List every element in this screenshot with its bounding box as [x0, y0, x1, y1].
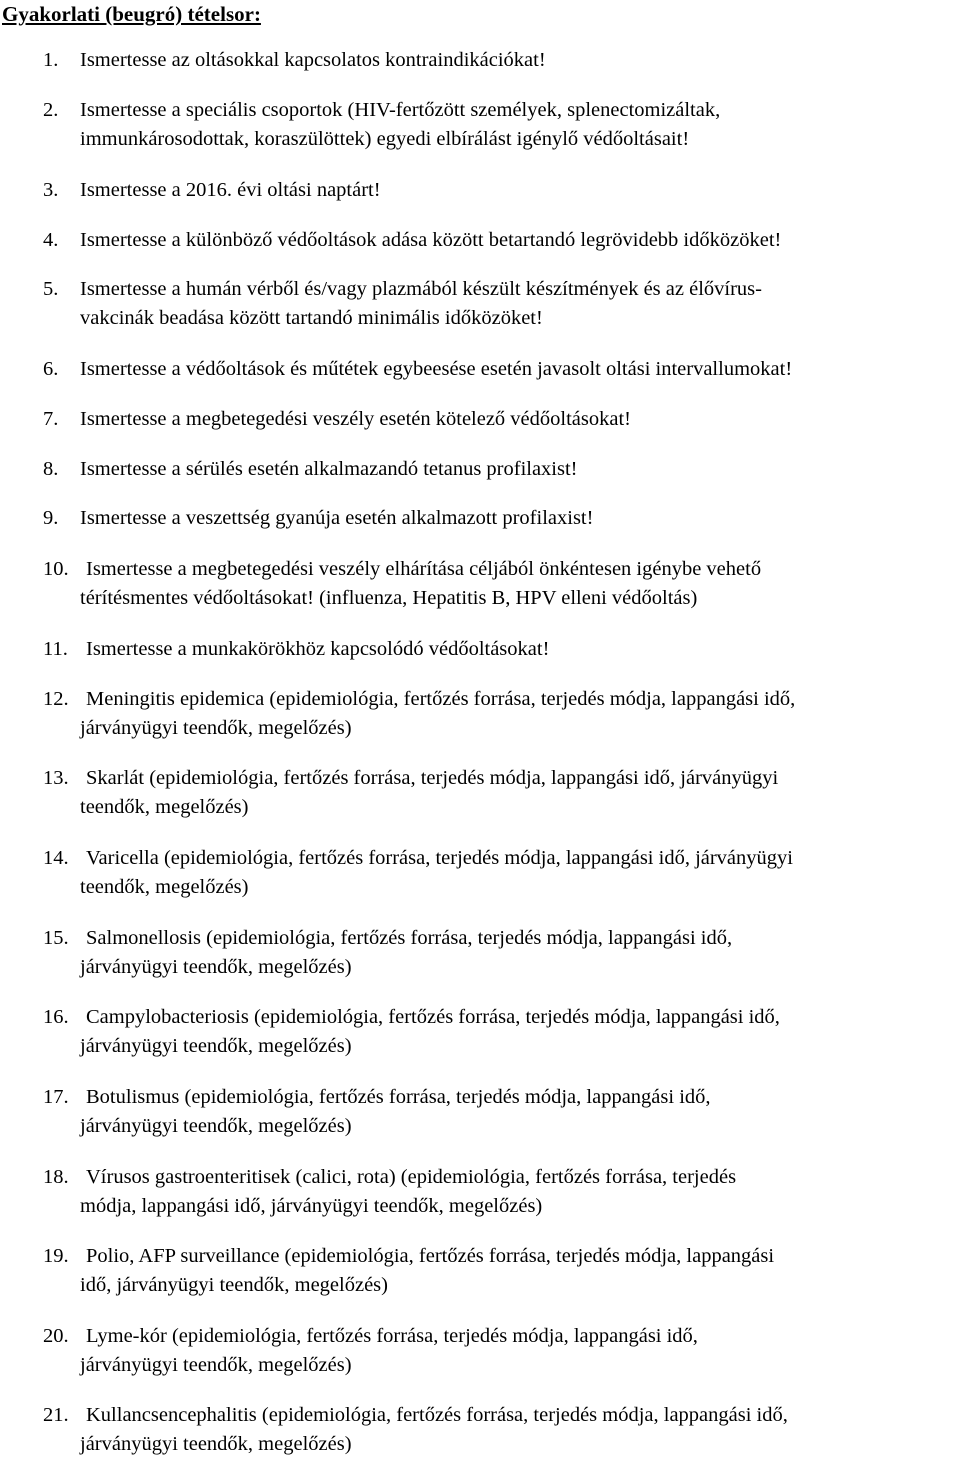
- item-text: Meningitis epidemica (epidemiológia, fertőzés forrása, terjedés módja, lappangási idő, járványügyi teendők, megelőzés): [80, 688, 796, 739]
- item-number: 21.: [43, 1404, 69, 1426]
- item-text: Ismertesse a speciális csoportok (HIV-fertőzött személyek, splenectomizáltak, immunkárosodottak, koraszülöttek) egyedi elbírálást igénylő védőoltásait!: [80, 99, 721, 150]
- item-text: Skarlát (epidemiológia, fertőzés forrása, terjedés módja, lappangási idő, járványügyi teendők, megelőzés): [80, 767, 779, 818]
- item-number: 16.: [43, 1006, 69, 1028]
- item-text: Kullancsencephalitis (epidemiológia, fertőzés forrása, terjedés módja, lappangási idő, járványügyi teendők, megelőzés): [80, 1404, 788, 1455]
- item-text: Ismertesse a munkakörökhöz kapcsolódó védőoltásokat!: [86, 638, 550, 660]
- item-number: 19.: [43, 1245, 69, 1267]
- item-text: Lyme-kór (epidemiológia, fertőzés forrása, terjedés módja, lappangási idő, járványügyi teendők, megelőzés): [80, 1325, 698, 1376]
- item-text: Ismertesse a veszettség gyanúja esetén alkalmazott profilaxist!: [80, 507, 594, 529]
- item-number: 11.: [43, 638, 68, 660]
- item-text: Polio, AFP surveillance (epidemiológia, fertőzés forrása, terjedés módja, lappangási idő, járványügyi teendők, megelőzés): [80, 1245, 775, 1296]
- item-number: 14.: [43, 847, 69, 869]
- item-text: Ismertesse a sérülés esetén alkalmazandó tetanus profilaxist!: [80, 458, 578, 480]
- item-text: Ismertesse a 2016. évi oltási naptárt!: [80, 179, 381, 201]
- item-number: 2.: [43, 99, 59, 121]
- item-text: Botulismus (epidemiológia, fertőzés forrása, terjedés módja, lappangási idő, járványügyi teendők, megelőzés): [80, 1086, 711, 1137]
- item-text: Salmonellosis (epidemiológia, fertőzés forrása, terjedés módja, lappangási idő, járványügyi teendők, megelőzés): [80, 927, 733, 978]
- item-number: 20.: [43, 1325, 69, 1347]
- item-text: Ismertesse a védőoltások és műtétek egybeesése esetén javasolt oltási intervallumokat!: [80, 358, 793, 380]
- item-number: 7.: [43, 408, 59, 430]
- item-number: 8.: [43, 458, 59, 480]
- item-text: Vírusos gastroenteritisek (calici, rota) (epidemiológia, fertőzés forrása, terjedés módja, lappangási idő, járványügyi teendők, megelőzés): [80, 1166, 737, 1217]
- item-number: 17.: [43, 1086, 69, 1108]
- item-text: Ismertesse a megbetegedési veszély elhárítása céljából önkéntesen igénybe vehető térítésmentes védőoltásokat! (influenza, Hepatitis B, HPV elleni védőoltás): [80, 558, 762, 609]
- item-number: 3.: [43, 179, 59, 201]
- item-text: Ismertesse a megbetegedési veszély esetén kötelező védőoltásokat!: [80, 408, 631, 430]
- item-number: 6.: [43, 358, 59, 380]
- item-number: 5.: [43, 278, 59, 300]
- item-number: 1.: [43, 49, 59, 71]
- item-text: Varicella (epidemiológia, fertőzés forrása, terjedés módja, lappangási idő, járványügyi teendők, megelőzés): [80, 847, 793, 898]
- item-number: 15.: [43, 927, 69, 949]
- item-text: Ismertesse a humán vérből és/vagy plazmából készült készítmények és az élővírus- vakcinák beadása között tartandó minimális időközöket!: [80, 278, 762, 329]
- item-text: Ismertesse az oltásokkal kapcsolatos kontraindikációkat!: [80, 49, 546, 71]
- item-number: 13.: [43, 767, 69, 789]
- item-number: 4.: [43, 229, 59, 251]
- document-heading: Gyakorlati (beugró) tételsor:: [2, 2, 261, 26]
- item-text: Ismertesse a különböző védőoltások adása között betartandó legrövidebb időközöket!: [80, 229, 782, 251]
- item-number: 9.: [43, 507, 59, 529]
- item-number: 18.: [43, 1166, 69, 1188]
- item-text: Campylobacteriosis (epidemiológia, fertőzés forrása, terjedés módja, lappangási idő, járványügyi teendők, megelőzés): [80, 1006, 780, 1057]
- item-number: 12.: [43, 688, 69, 710]
- item-number: 10.: [43, 558, 69, 580]
